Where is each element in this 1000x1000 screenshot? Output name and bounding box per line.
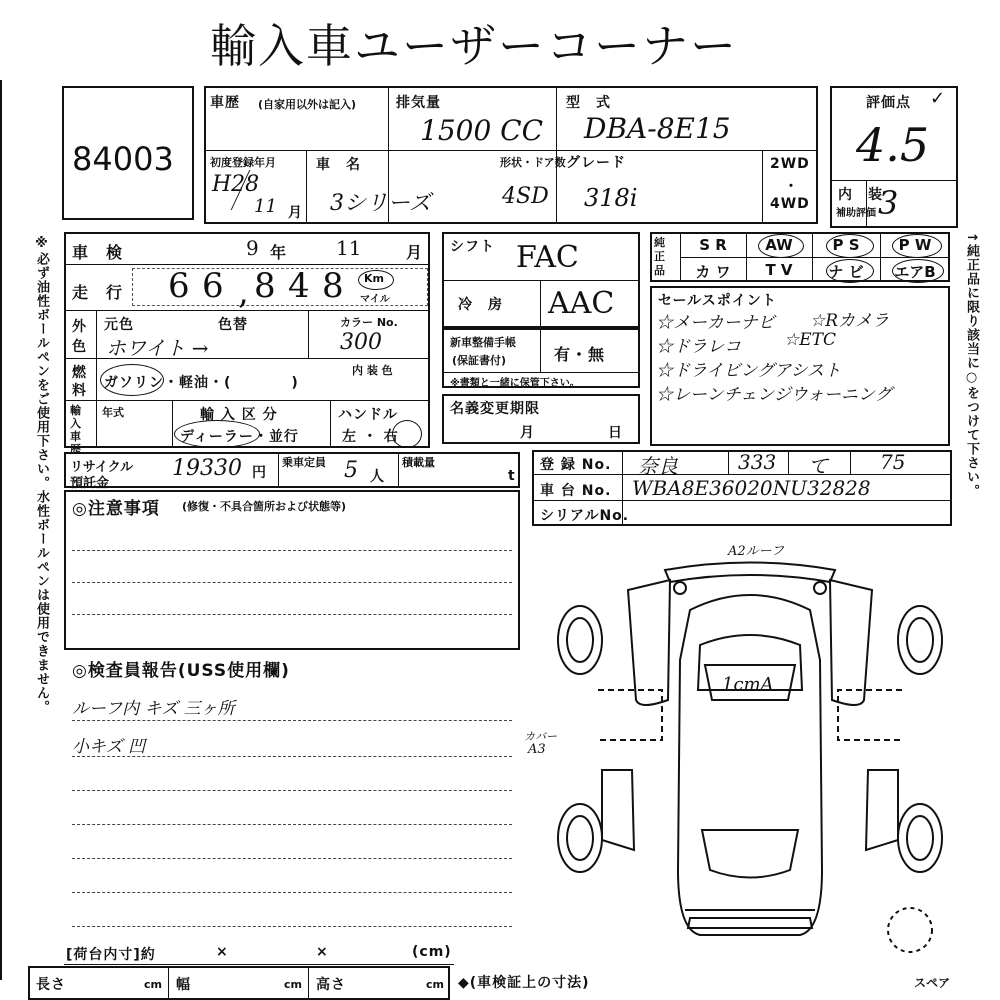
dimension-length-unit: cm: [144, 978, 162, 991]
registration-kana: て: [808, 454, 828, 478]
inspector-line-1: ルーフ内 キズ 三ヶ所: [72, 699, 235, 719]
serial-label: シリアルNo.: [540, 508, 630, 524]
lot-number: 84003: [72, 140, 174, 178]
pw-circle: [892, 234, 942, 258]
import-class-circle: [174, 420, 260, 448]
page-title: 輸入車ユーザーコーナー: [210, 19, 738, 73]
drive-2wd: 2WD: [770, 156, 810, 172]
ps-circle: [826, 234, 874, 258]
displacement-label: 排気量: [396, 95, 441, 111]
sales-point-item: ☆メーカーナビ: [656, 313, 775, 333]
notes-label: ◎注意事項: [72, 499, 160, 519]
diagram-roof-note: A2ルーフ: [728, 544, 785, 559]
dimension-height-label: 高さ: [316, 977, 346, 993]
exterior-repaint-label: 色替: [218, 317, 248, 333]
grade-value: 318i: [584, 184, 638, 212]
sales-point-item: ☆ドラレコ: [656, 337, 741, 357]
drive-dot: ・: [784, 179, 799, 195]
dimension-height-unit: cm: [426, 978, 444, 991]
inspection-year-unit: 年: [270, 243, 288, 262]
first-registration-month-unit: 月: [288, 205, 303, 221]
color-number-label: カラー No.: [340, 316, 398, 329]
name-change-month: 月: [520, 425, 535, 441]
rating-label: 評価点: [866, 95, 911, 111]
equipment-navi: ナ ビ: [828, 263, 864, 281]
inspection-month-unit: 月: [406, 243, 424, 262]
inspection-month: 11: [336, 236, 362, 260]
warranty-label-2: (保証書付): [452, 354, 507, 367]
sales-point-item: ☆ETC: [784, 330, 836, 350]
car-damage-diagram: [540, 540, 960, 960]
handle-label: ハンドル: [338, 407, 398, 423]
registration-number: 75: [880, 450, 906, 474]
dimension-length-label: 長さ: [36, 977, 66, 993]
exterior-original-label: 元色: [104, 317, 134, 333]
chassis-value: WBA8E36020NU32828: [632, 476, 871, 500]
airbag-circle: [892, 259, 944, 283]
handle-options: 左 ・ 右: [342, 429, 399, 445]
registration-class: 333: [738, 450, 777, 474]
recycle-label-2: 預託金: [70, 476, 110, 491]
registration-area: 奈良: [638, 454, 678, 478]
car-name-value: 3シリーズ: [330, 191, 431, 216]
warranty-value: 有・無: [554, 345, 606, 364]
recycle-value: 19330: [172, 456, 242, 481]
model-type-value: DBA-8E15: [584, 112, 731, 145]
equipment-kawa: カ ワ: [695, 263, 731, 281]
name-change-day: 日: [608, 425, 623, 441]
history-label: 車歴: [210, 95, 240, 111]
history-note: (自家用以外は記入): [258, 98, 357, 111]
model-type-label: 型 式: [566, 95, 611, 111]
first-registration-month: 11: [254, 196, 277, 217]
sales-points-label: セールスポイント: [658, 293, 777, 309]
body-doors-value: 4SD: [502, 184, 549, 209]
mileage-label: 走 行: [72, 283, 124, 302]
mileage-unit-km: Km: [364, 272, 384, 285]
cargo-unit: (cm): [412, 944, 452, 960]
exterior-label-2: 色: [72, 339, 87, 355]
mileage-digit: 8: [322, 266, 344, 306]
registration-label: 登 録 No.: [540, 457, 612, 473]
load-label: 積載量: [402, 456, 435, 469]
inspection-label: 車 検: [72, 243, 124, 262]
first-registration-era: H28: [212, 172, 260, 197]
dimension-width-unit: cm: [284, 978, 302, 991]
diagram-side-note-2: A3: [528, 742, 546, 757]
equipment-ps: P S: [832, 236, 860, 254]
cargo-x2: ×: [316, 944, 329, 960]
left-note: ※必ず油性ボールペンをご使用下さい。水性ボールペンは使用できません。: [34, 236, 49, 714]
first-registration-label: 初度登録年月: [210, 156, 276, 169]
equipment-sr: S R: [699, 236, 727, 254]
diagram-spare-label: スペア: [914, 976, 951, 990]
equipment-aw: AW: [765, 236, 793, 254]
equipment-label: 純正品: [654, 236, 665, 277]
diagram-windshield-note: 1cmA: [722, 674, 774, 695]
mileage-unit-mile: マイル: [360, 294, 390, 305]
car-name-label: 車 名: [316, 157, 361, 173]
fuel-options: ガソリン・軽油・( ): [104, 375, 299, 391]
exterior-value: ホワイト →: [106, 336, 209, 360]
aw-circle: [758, 234, 804, 258]
interior-label: 内 装: [838, 187, 883, 203]
notes-sub-label: (修復・不具合箇所および状態等): [182, 500, 347, 513]
sales-point-item: ☆ドライビングアシスト: [656, 361, 841, 381]
mileage-digit: 8: [254, 266, 276, 306]
dimension-width-label: 幅: [176, 977, 191, 993]
exterior-label-1: 外: [72, 319, 87, 335]
drive-4wd: 4WD: [770, 196, 810, 212]
capacity-unit: 人: [370, 469, 385, 485]
mileage-digit: 6: [202, 266, 224, 306]
equipment-airbag: エアB: [894, 263, 936, 281]
recycle-unit: 円: [252, 465, 267, 481]
name-change-label: 名義変更期限: [450, 401, 540, 417]
import-class-options: ディーラー・並行: [180, 429, 299, 445]
capacity-value: 5: [344, 458, 358, 483]
interior-color-label: 内 装 色: [352, 364, 393, 377]
diagram-side-note-1: カバー: [524, 730, 557, 743]
right-note: ↑純正品に限り該当に○をつけて下さい。: [964, 232, 979, 498]
inspector-label: ◎検査員報告(USS使用欄): [72, 661, 290, 681]
shift-value: FAC: [516, 240, 579, 275]
ac-label: 冷 房: [458, 297, 503, 313]
ac-value: AAC: [548, 286, 615, 321]
dimensions-note: ◆(車検証上の寸法): [458, 975, 590, 991]
fuel-label-1: 燃: [72, 365, 87, 381]
body-doors-label: 形状・ドア数: [500, 156, 566, 169]
fuel-label-2: 料: [72, 383, 87, 399]
mileage-digit: 6: [168, 266, 190, 306]
color-number-value: 300: [340, 330, 382, 355]
capacity-label: 乗車定員: [282, 456, 326, 469]
mileage-digit: 4: [288, 266, 310, 306]
shift-label: シフト: [450, 239, 495, 255]
warranty-label-1: 新車整備手帳: [450, 336, 516, 349]
rating-check: ✓: [930, 88, 947, 109]
fuel-selection-circle: [100, 364, 164, 396]
sales-point-item: ☆レーンチェンジウォーニング: [656, 385, 892, 405]
chassis-label: 車 台 No.: [540, 483, 612, 499]
equipment-tv: T V: [765, 261, 793, 279]
import-label: 輸入車歴: [70, 404, 81, 456]
interior-value: 3: [878, 184, 899, 222]
import-year-label: 年式: [102, 406, 124, 419]
inspector-line-2: 小キズ 凹: [72, 737, 146, 757]
handle-circle: [392, 420, 422, 448]
recycle-label-1: リサイクル: [70, 460, 134, 475]
cargo-x1: ×: [216, 944, 229, 960]
inspection-year: 9: [246, 236, 259, 260]
warranty-note: ※書類と一緒に保管下さい。: [450, 378, 580, 389]
load-unit: t: [508, 468, 516, 484]
navi-circle: [826, 259, 874, 283]
sales-point-item: ☆Rカメラ: [810, 311, 890, 331]
import-class-label: 輸 入 区 分: [200, 407, 278, 423]
displacement-value: 1500 CC: [420, 114, 544, 147]
interior-sub-label: 補助評価: [836, 208, 876, 219]
dimensions-box: [28, 966, 450, 1000]
cargo-label: [荷台内寸]約: [66, 947, 156, 963]
equipment-pw: P W: [898, 236, 932, 254]
grade-label: グレード: [566, 155, 626, 171]
mileage-separator: ,: [238, 272, 249, 312]
rating-value: 4.5: [856, 118, 930, 172]
